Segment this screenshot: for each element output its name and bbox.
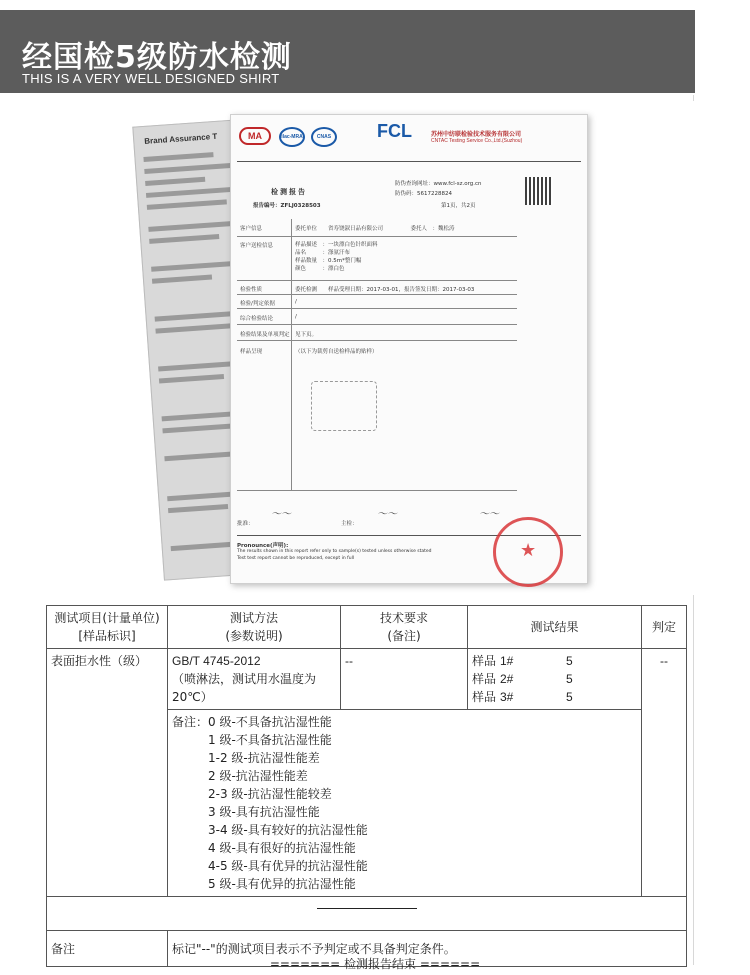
text-line <box>148 221 238 232</box>
col-divider <box>291 295 292 308</box>
row-label: 样品呈现 <box>240 349 263 355</box>
banner-subtitle: THIS IS A VERY WELL DESIGNED SHIRT <box>22 71 280 86</box>
fabric-sample-swatch <box>311 381 377 431</box>
ilac-mra-logo: ilac-MRA <box>279 127 305 147</box>
col-divider <box>291 237 292 280</box>
row-value: 委托检测 样品受理日期：2017-03-01，报告签发日期：2017-03-03 <box>295 287 475 293</box>
text-line <box>159 374 224 384</box>
note-line: 3-4 级-具有较好的抗沾湿性能 <box>208 823 368 837</box>
result-value: 5 <box>566 690 573 704</box>
row-label: 客户送检信息 <box>240 243 274 249</box>
separator-cell <box>47 897 687 931</box>
row-label: 综合检验结论 <box>240 316 274 322</box>
row-label: 检验性质 <box>240 287 263 293</box>
method-standard: GB/T 4745-2012 <box>172 654 261 668</box>
method-description: （喷淋法，测试用水温度为20℃） <box>172 672 317 704</box>
cnas-logo: CNAS <box>311 127 337 147</box>
text-line <box>168 504 228 513</box>
cell-notes <box>168 710 642 897</box>
header-rule <box>237 161 581 162</box>
note-line: 5 级-具有优异的抗沾湿性能 <box>208 877 356 891</box>
signature-approve-label: 批准： <box>237 521 254 527</box>
result-line <box>472 670 637 688</box>
result-sample-no: 1# <box>500 654 514 668</box>
col-divider <box>291 309 292 324</box>
table-row <box>47 649 687 710</box>
notes-prefix: 备注： <box>172 715 209 729</box>
cell-method <box>168 649 341 710</box>
note-line: 1-2 级-抗沾湿性能差 <box>208 751 320 765</box>
signature-approver: 〜〜 <box>271 509 291 520</box>
text-line <box>155 323 230 333</box>
pronounce-line-2: Test test report cannot be reproduced, except in full <box>237 556 355 561</box>
back-document-title: Brand Assurance T <box>144 131 218 146</box>
text-line <box>164 451 234 461</box>
signature-inspector: 〜〜 <box>377 509 397 520</box>
header-item <box>47 606 168 649</box>
result-label: 样品 <box>472 654 497 668</box>
signature-third: 〜〜 <box>479 509 499 520</box>
row-value: 样品描述 ：一块漂白色针织面料 品名 ：涤氨汗布 样品数量 ：0.5m*整门幅 颜色 ：漂白色 <box>295 242 378 272</box>
text-line <box>145 177 205 186</box>
result-label: 样品 <box>472 672 497 686</box>
page-info: 第1页，共2页 <box>441 203 476 209</box>
banner-title: 经国检5级防水检测 <box>22 40 292 75</box>
test-report-photo <box>130 100 620 590</box>
pronounce-title: Pronounce(声明): <box>237 543 289 549</box>
row-value: / <box>295 314 297 320</box>
row-value: 委托单位 省寿饶淑日品有限公司 委托人 ：魏松涛 <box>295 226 455 232</box>
report-row <box>237 325 517 341</box>
separator-row <box>47 897 687 931</box>
result-value: 5 <box>566 654 573 668</box>
header-result: 测试结果 <box>468 606 642 649</box>
report-row <box>237 295 517 309</box>
text-line <box>147 199 227 210</box>
star-icon: ★ <box>520 540 537 561</box>
report-title: 检测报告 <box>271 188 307 196</box>
result-sample-no: 3# <box>500 690 514 704</box>
note-line: 1 级-不具备抗沾湿性能 <box>208 733 332 747</box>
col-divider <box>291 281 292 294</box>
report-row <box>237 281 517 295</box>
header-banner <box>0 10 695 93</box>
col-divider <box>291 219 292 236</box>
text-line <box>146 186 241 198</box>
col-divider <box>291 325 292 340</box>
header-req-line2: (备注) <box>387 629 421 643</box>
ma-logo: MA <box>239 127 271 145</box>
report-row <box>237 309 517 325</box>
header-judge: 判定 <box>642 606 687 649</box>
text-line <box>143 152 213 162</box>
anti-fake-code: 防伪码：5617228824 <box>395 191 452 197</box>
note-line: 4-5 级-具有优异的抗沾湿性能 <box>208 859 368 873</box>
note-line: 4 级-具有很好的抗沾湿性能 <box>208 841 356 855</box>
result-value: 5 <box>566 672 573 686</box>
note-line: 2-3 级-抗沾湿性能较差 <box>208 787 332 801</box>
report-row <box>237 237 517 281</box>
cell-results <box>468 649 642 710</box>
header-item-line1: 测试项目(计量单位) <box>54 611 160 625</box>
header-method-line2: (参数说明) <box>225 629 283 643</box>
result-label: 样品 <box>472 690 497 704</box>
note-line: 2 级-抗沾湿性能差 <box>208 769 308 783</box>
header-requirement <box>341 606 468 649</box>
cell-requirement: -- <box>341 649 468 710</box>
row-value: 见下页。 <box>295 332 318 338</box>
qr-code-icon <box>525 177 553 205</box>
col-divider <box>291 341 292 490</box>
note-text: 0 级-不具备抗沾湿性能 <box>208 715 332 729</box>
result-line <box>472 688 637 706</box>
text-line <box>149 234 219 244</box>
row-label: 客户信息 <box>240 226 263 232</box>
edge-artifact <box>693 95 694 101</box>
text-line <box>152 275 212 284</box>
result-sample-no: 2# <box>500 672 514 686</box>
text-line <box>151 261 236 272</box>
report-row <box>237 219 517 237</box>
note-line: 3 级-具有抗沾湿性能 <box>208 805 320 819</box>
row-label: 检验/判定依据 <box>240 301 275 307</box>
query-site: 防伪查询网址：www.fcl-sz.org.cn <box>395 181 482 187</box>
edge-artifact <box>693 595 694 965</box>
row-value: （以下为裁剪自送检样品的贴样） <box>295 349 378 355</box>
cell-item: 表面拒水性（级） <box>47 649 168 897</box>
pronounce-line-1: The results shown in this report refer only to sample(s) tested unless otherwise stated <box>237 549 432 554</box>
header-method-line1: 测试方法 <box>229 611 278 625</box>
cell-judge: -- <box>642 649 687 897</box>
lab-name-cn: 苏州中纺联检验技术服务有限公司 <box>431 131 522 138</box>
header-method <box>168 606 341 649</box>
results-table <box>46 605 687 967</box>
text-line <box>144 163 234 174</box>
front-report-page <box>230 114 588 584</box>
remark-text: 标记"--"的测试项目表示不予判定或不具备判定条件。 <box>168 931 687 967</box>
header-item-line2: [样品标识] <box>78 629 136 643</box>
report-number: 报告编号：ZFLJ0328503 <box>253 203 321 209</box>
separator-bar <box>317 908 417 909</box>
fcl-logo: FCL <box>377 121 412 141</box>
signature-inspector-label: 主检： <box>341 521 358 527</box>
remark-label: 备注 <box>47 931 168 967</box>
row-label: 检验结果及单项判定 <box>240 332 290 338</box>
report-end-footer: ======= 检测报告结束 ====== <box>269 957 481 971</box>
lab-name-en: CNTAC Testing Service Co.,Ltd.(Suzhou) <box>431 138 523 144</box>
row-value: / <box>295 299 297 305</box>
table-header-row <box>47 606 687 649</box>
note-line <box>172 713 637 731</box>
result-line <box>472 652 637 670</box>
report-row <box>237 341 517 491</box>
header-req-line1: 技术要求 <box>379 611 428 625</box>
red-stamp-seal <box>493 517 563 587</box>
